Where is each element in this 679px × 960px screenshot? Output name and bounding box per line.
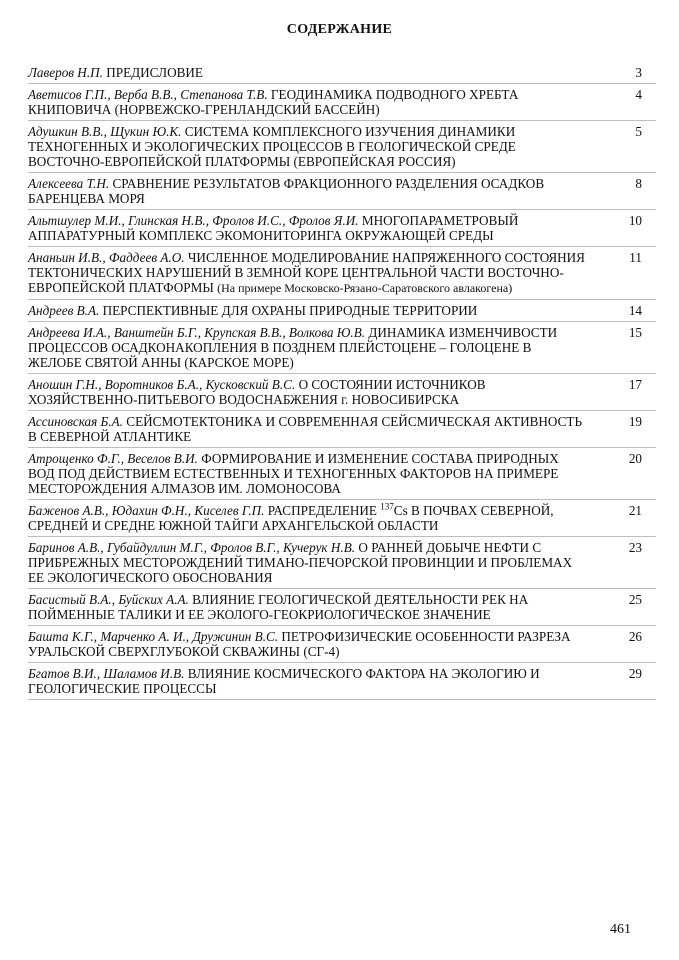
entry-authors: Басистый В.А., Буйских А.А.	[28, 592, 189, 607]
toc-entry	[28, 448, 656, 500]
toc-entry	[28, 322, 656, 374]
entry-page: 11	[629, 250, 642, 265]
entry-title: ПРЕДИСЛОВИЕ	[106, 65, 203, 80]
entry-page: 25	[628, 592, 642, 607]
entry-title: СЕЙСМОТЕКТОНИКА И СОВРЕМЕННАЯ СЕЙСМИЧЕСКАЯ АКТИВНОСТЬ В СЕВЕРНОЙ АТЛАНТИКЕ	[28, 414, 583, 444]
entry-authors: Адушкин В.В., Щукин Ю.К.	[28, 124, 182, 139]
entry-page: 17	[628, 377, 642, 392]
entry-title: ВЛИЯНИЕ КОСМИЧЕСКОГО ФАКТОРА НА ЭКОЛОГИЮ И ГЕОЛОГИЧЕСКИЕ ПРОЦЕССЫ	[28, 666, 540, 696]
entry-title: О РАННЕЙ ДОБЫЧЕ НЕФТИ С ПРИБРЕЖНЫХ МЕСТОРОЖДЕНИЙ ТИМАНО-ПЕЧОРСКОЙ ПРОВИНЦИИ И ПРОБЛЕМАХ ЕЕ ЭКОЛОГИЧЕСКОГО ОБОСНОВАНИЯ	[28, 540, 573, 585]
entry-page: 14	[628, 303, 642, 318]
entry-title: О СОСТОЯНИИ ИСТОЧНИКОВ ХОЗЯЙСТВЕННО-ПИТЬЕВОГО ВОДОСНАБЖЕНИЯ г. НОВОСИБИРСКА	[28, 377, 486, 407]
entry-page: 3	[635, 65, 642, 80]
entry-title: СИСТЕМА КОМПЛЕКСНОГО ИЗУЧЕНИЯ ДИНАМИКИ ТЕХНОГЕННЫХ И ЭКОЛОГИЧЕСКИХ ПРОЦЕССОВ В ГЕОЛОГИЧЕСКОЙ СРЕДЕ ВОСТОЧНО-ЕВРОПЕЙСКОЙ ПЛАТФОРМЫ (ЕВРОПЕЙСКАЯ РОССИЯ)	[28, 124, 516, 169]
toc-entry	[28, 62, 656, 84]
entry-title: Cs В ПОЧВАХ СЕВЕРНОЙ, СРЕДНЕЙ И СРЕДНЕ ЮЖНОЙ ТАЙГИ АРХАНГЕЛЬСКОЙ ОБЛАСТИ	[28, 503, 554, 533]
toc-entry	[28, 411, 656, 448]
entry-authors: Башта К.Г., Марченко А. И., Дружинин В.С.	[28, 629, 279, 644]
entry-title: ПЕТРОФИЗИЧЕСКИЕ ОСОБЕННОСТИ РАЗРЕЗА УРАЛЬСКОЙ СВЕРХГЛУБОКОЙ СКВАЖИНЫ (СГ-4)	[28, 629, 571, 659]
entry-page: 8	[635, 176, 642, 191]
entry-authors: Аветисов Г.П., Верба В.В., Степанова Т.В.	[28, 87, 268, 102]
isotope-superscript: 137	[380, 501, 394, 512]
toc-entry	[28, 84, 656, 121]
entry-title: МНОГОПАРАМЕТРОВЫЙ АППАРАТУРНЫЙ КОМПЛЕКС ЭКОМОНИТОРИНГА ОКРУЖАЮЩЕЙ СРЕДЫ	[28, 213, 519, 243]
entry-title: ВЛИЯНИЕ ГЕОЛОГИЧЕСКОЙ ДЕЯТЕЛЬНОСТИ РЕК НА ПОЙМЕННЫЕ ТАЛИКИ И ЕЕ ЭКОЛОГО-ГЕОКРИОЛОГИЧЕСКОЕ ЗНАЧЕНИЕ	[28, 592, 529, 622]
toc-entry	[28, 247, 656, 300]
toc-entry	[28, 537, 656, 589]
entry-title: СРАВНЕНИЕ РЕЗУЛЬТАТОВ ФРАКЦИОННОГО РАЗДЕЛЕНИЯ ОСАДКОВ БАРЕНЦЕВА МОРЯ	[28, 176, 545, 206]
entry-title: ГЕОДИНАМИКА ПОДВОДНОГО ХРЕБТА КНИПОВИЧА (НОРВЕЖСКО-ГРЕНЛАНДСКИЙ БАССЕЙН)	[28, 87, 519, 117]
entry-authors: Аношин Г.Н., Воротников Б.А., Кусковский В.С.	[28, 377, 296, 392]
toc-entry	[28, 173, 656, 210]
toc-entry	[28, 663, 656, 700]
entry-page: 5	[635, 124, 642, 139]
entry-page: 29	[628, 666, 642, 681]
entry-authors: Бгатов В.И., Шаламов И.В.	[28, 666, 185, 681]
toc-entry	[28, 121, 656, 173]
entry-title: ПЕРСПЕКТИВНЫЕ ДЛЯ ОХРАНЫ ПРИРОДНЫЕ ТЕРРИТОРИИ	[102, 303, 478, 318]
entry-authors: Алексеева Т.Н.	[28, 176, 110, 191]
entry-page: 19	[628, 414, 642, 429]
toc-entry	[28, 210, 656, 247]
entry-title: ДИНАМИКА ИЗМЕНЧИВОСТИ ПРОЦЕССОВ ОСАДКОНАКОПЛЕНИЯ В ПОЗДНЕМ ПЛЕЙСТОЦЕНЕ – ГОЛОЦЕНЕ В ЖЕЛОБЕ СВЯТОЙ АННЫ (КАРСКОЕ МОРЕ)	[28, 325, 558, 370]
entry-title: ЧИСЛЕННОЕ МОДЕЛИРОВАНИЕ НАПРЯЖЕННОГО СОСТОЯНИЯ ТЕКТОНИЧЕСКИХ НАРУШЕНИЙ В ЗЕМНОЙ КОРЕ ЦЕНТРАЛЬНОЙ ЧАСТИ ВОСТОЧНО-ЕВРОПЕЙСКОЙ ПЛАТФОРМЫ	[28, 250, 585, 295]
page-number: 461	[610, 922, 631, 937]
toc-entry	[28, 500, 656, 537]
entry-authors: Андреев В.А.	[28, 303, 100, 318]
page-title: СОДЕРЖАНИЕ	[286, 22, 393, 37]
entry-note: (На примере Московско-Рязано-Саратовского авлакогена)	[217, 281, 513, 295]
table-of-contents	[28, 62, 656, 700]
entry-authors: Атрощенко Ф.Г., Веселов В.И.	[28, 451, 198, 466]
toc-entry	[28, 626, 656, 663]
entry-page: 26	[628, 629, 642, 644]
entry-title-prefix: РАСПРЕДЕЛЕНИЕ	[267, 503, 381, 518]
entry-page: 4	[635, 87, 642, 102]
entry-page: 23	[628, 540, 642, 555]
entry-authors: Баринов А.В., Губайдуллин М.Г., Фролов В.Г., Кучерук Н.В.	[28, 540, 356, 555]
entry-authors: Альтшулер М.И., Глинская Н.В., Фролов И.С., Фролов Я.И.	[28, 213, 359, 228]
entry-page: 20	[628, 451, 642, 466]
entry-authors: Баженов А.В., Юдахин Ф.Н., Киселев Г.П.	[28, 503, 265, 518]
entry-authors: Ананьин И.В., Фаддеев А.О.	[28, 250, 185, 265]
entry-page: 15	[628, 325, 642, 340]
toc-entry	[28, 374, 656, 411]
entry-authors: Андреева И.А., Ванштейн Б.Г., Крупская В.В., Волкова Ю.В.	[28, 325, 366, 340]
toc-entry	[28, 589, 656, 626]
entry-title: ФОРМИРОВАНИЕ И ИЗМЕНЕНИЕ СОСТАВА ПРИРОДНЫХ ВОД ПОД ДЕЙСТВИЕМ ЕСТЕСТВЕННЫХ И ТЕХНОГЕННЫХ ФАКТОРОВ НА ПРИМЕРЕ МЕСТОРОЖДЕНИЯ АЛМАЗОВ ИМ. ЛОМОНОСОВА	[28, 451, 559, 496]
entry-page: 21	[628, 503, 642, 518]
entry-authors: Ассиновская Б.А.	[28, 414, 123, 429]
entry-authors: Лаверов Н.П.	[28, 65, 103, 80]
entry-page: 10	[628, 213, 642, 228]
toc-entry	[28, 300, 656, 322]
